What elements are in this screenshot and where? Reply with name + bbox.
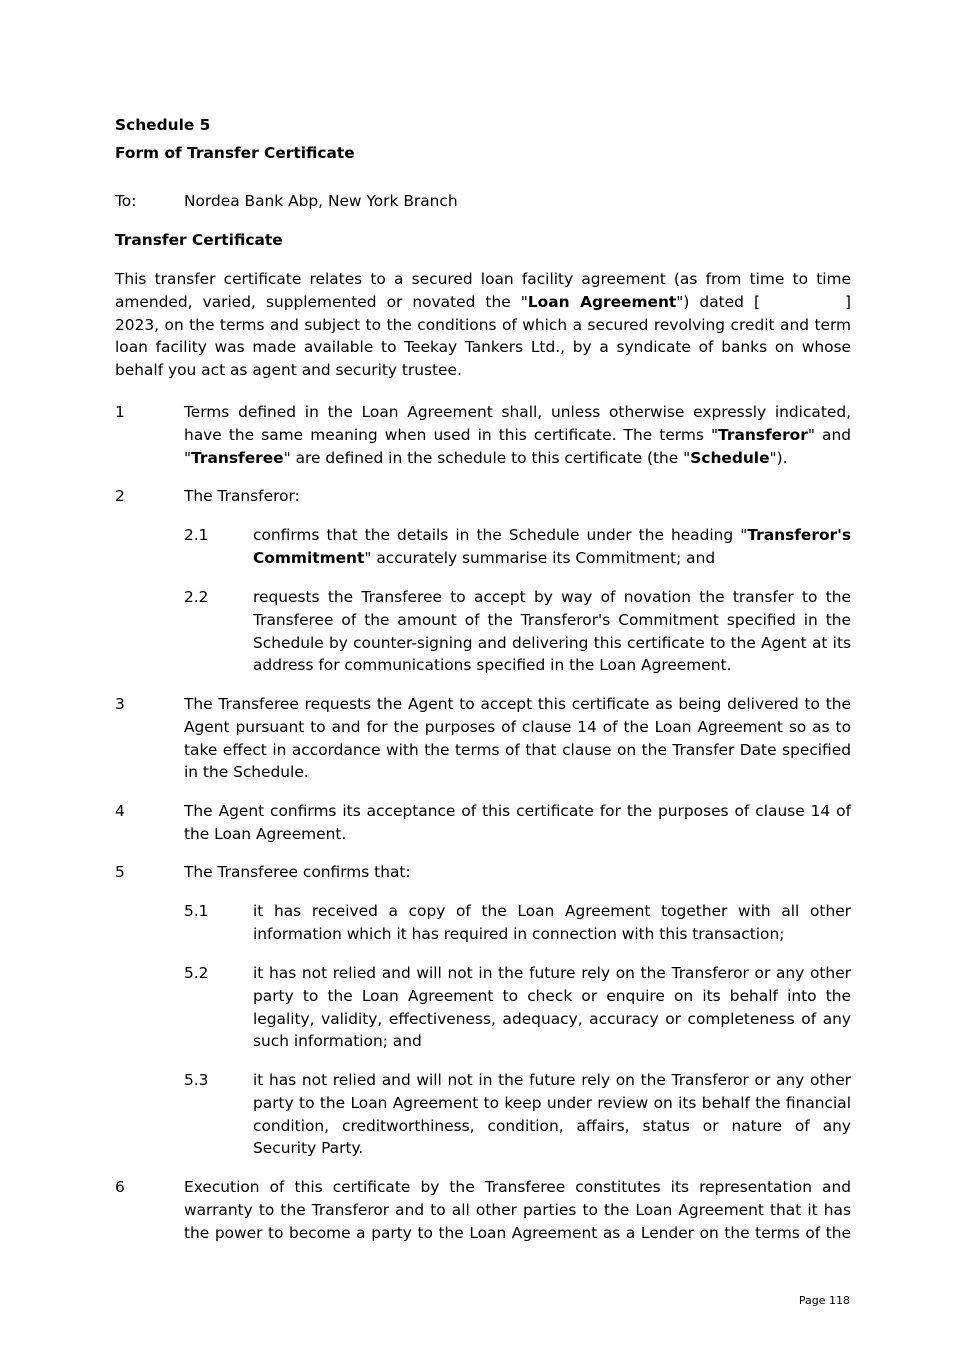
page-number: Page 118 (798, 1294, 850, 1307)
clause-5-text: The Transferee confirms that: (184, 863, 411, 881)
clause-number: 5 (115, 863, 125, 881)
clause-3-text: The Transferee requests the Agent to accept this certificate as being delivered to the Agent pursuant to and for the purposes of clause 14 of the Loan Agreement so as to take effect in accordance with the terms of that clause on the Transfer Date specified in the Schedule. (184, 695, 851, 782)
intro-paragraph: This transfer certificate relates to a secured loan facility agreement (as from time to time amended, varied, supplemented or novated the "Loan Agreement") dated [ ] 2023, on the terms and subject to the conditions of which a secured revolving credit and term loan facility was made available to Teekay Tankers Ltd., by a syndicate of banks on whose behalf you act as agent and security trustee. (115, 270, 851, 380)
clause-number: 2 (115, 487, 125, 505)
clause-6-text: Execution of this certificate by the Transferee constitutes its representation and warranty to the Transferor and to all other parties to the Loan Agreement that it has the power to become a party to the Loan Agreement as a Lender on the terms of the (184, 1178, 851, 1242)
clause-2-1-text: confirms that the details in the Schedule under the heading "Transferor's Commitment" accurately summarise its Commitment; and (253, 526, 851, 567)
to-label: To: (115, 192, 137, 210)
clause-5-2-text: it has not relied and will not in the future rely on the Transferor or any other party to the Loan Agreement to check or enquire on its behalf into the legality, validity, effectiveness, adequacy, accuracy or completeness of any such information; and (253, 964, 851, 1051)
clause-2-2-text: requests the Transferee to accept by way of novation the transfer to the Transferee of the amount of the Transferor's Commitment specified in the Schedule by counter-signing and delivering this certificate to the Agent at its address for communications specified in the Loan Agreement. (253, 588, 851, 675)
clause-number: 1 (115, 403, 125, 421)
subclause-number: 2.1 (184, 526, 209, 544)
clause-5-1-text: it has received a copy of the Loan Agreement together with all other information which it has required in connection with this transaction; (253, 902, 851, 943)
clause-number: 3 (115, 695, 125, 713)
subclause-number: 5.2 (184, 964, 209, 982)
subclause-number: 5.1 (184, 902, 209, 920)
certificate-heading: Transfer Certificate (115, 231, 283, 249)
schedule-title: Schedule 5 (115, 116, 211, 134)
to-value: Nordea Bank Abp, New York Branch (184, 192, 458, 210)
clause-number: 6 (115, 1178, 125, 1196)
form-title: Form of Transfer Certificate (115, 144, 355, 162)
clause-1-text: Terms defined in the Loan Agreement shall, unless otherwise expressly indicated, have the same meaning when used in this certificate. The terms "Transferor" and "Transferee" are defined in the schedule to this certificate (the "Schedule"). (184, 403, 851, 467)
clause-4-text: The Agent confirms its acceptance of this certificate for the purposes of clause 14 of the Loan Agreement. (184, 802, 851, 843)
clause-5-3-text: it has not relied and will not in the future rely on the Transferor or any other party to the Loan Agreement to keep under review on its behalf the financial condition, creditworthiness, condition, affairs, status or nature of any Security Party. (253, 1071, 851, 1158)
subclause-number: 5.3 (184, 1071, 209, 1089)
clause-2-text: The Transferor: (184, 487, 300, 505)
clause-number: 4 (115, 802, 125, 820)
subclause-number: 2.2 (184, 588, 209, 606)
